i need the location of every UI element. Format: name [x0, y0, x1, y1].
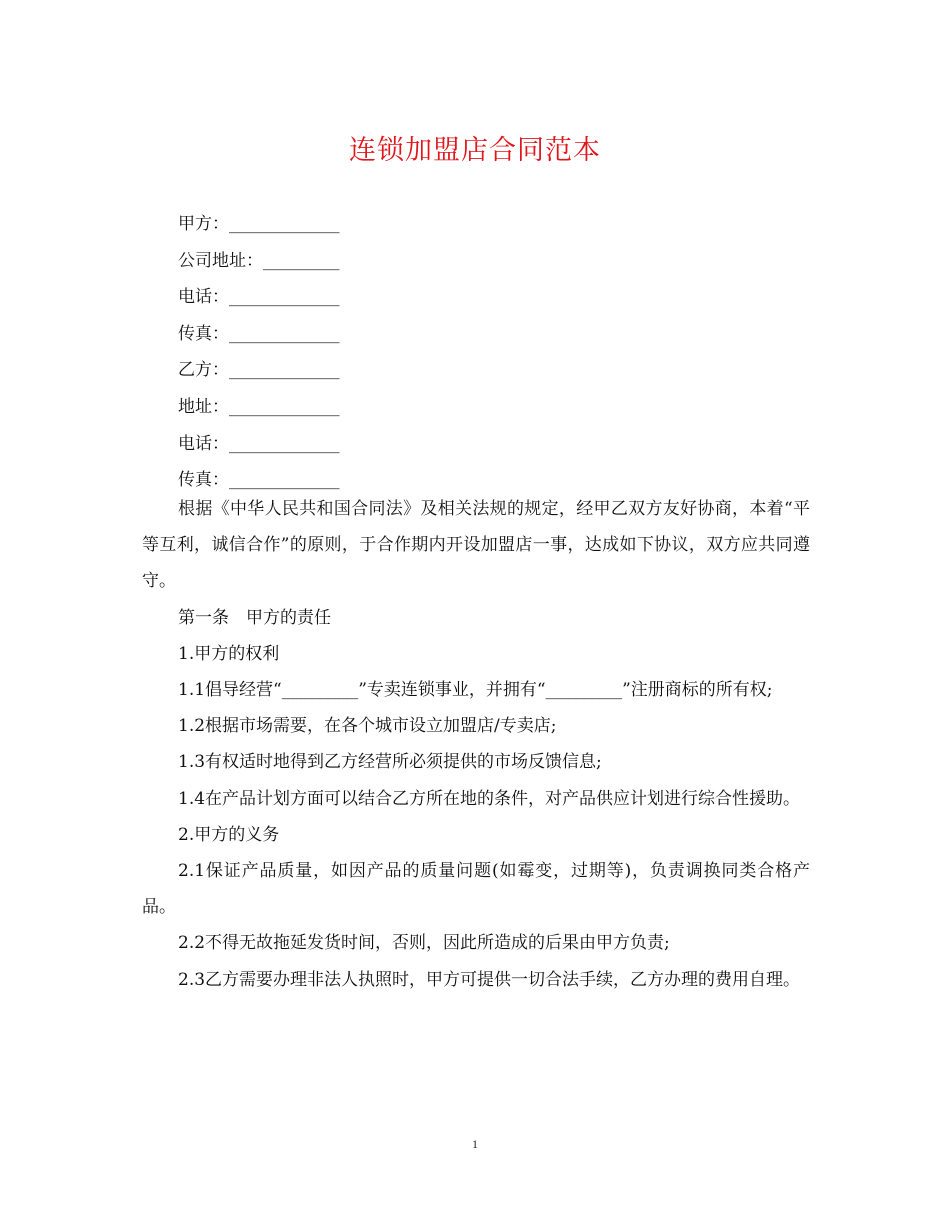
preamble-paragraph: 根据《中华人民共和国合同法》及相关法规的规定，经甲乙双方友好协商，本着“平等互利，诚信合作”的原则，于合作期内开设加盟店一事，达成如下协议，双方应共同遵守。: [142, 499, 810, 592]
page-number: 1: [472, 1137, 478, 1151]
document-title: 连锁加盟店合同范本: [349, 135, 601, 166]
clause-paragraph: 2.1保证产品质量，如因产品的质量问题(如霉变，过期等)，负责调换同类合格产品。: [142, 861, 810, 918]
clause-paragraph: 1.2根据市场需要，在各个城市设立加盟店/专卖店;: [178, 716, 557, 737]
field-party-b-fax: 传真：_____________: [178, 470, 340, 491]
field-party-b: 乙方：_____________: [178, 360, 340, 381]
clause-paragraph: 1.1倡导经营“_________”专卖连锁事业，并拥有“_________”注册商标的所有权;: [178, 680, 773, 701]
section-heading: 2.甲方的义务: [178, 824, 280, 845]
clause-paragraph: 2.2不得无故拖延发货时间，否则，因此所造成的后果由甲方负责;: [178, 933, 670, 954]
field-party-a-fax: 传真：_____________: [178, 323, 340, 344]
field-party-a: 甲方：_____________: [178, 214, 340, 234]
article-heading: 第一条 甲方的责任: [178, 607, 331, 628]
field-party-b-address: 地址：_____________: [178, 396, 340, 417]
field-party-a-phone: 电话：_____________: [178, 287, 340, 308]
party-info-fields: [178, 206, 340, 499]
field-party-b-phone: 电话：_____________: [178, 433, 340, 454]
section-heading: 1.甲方的权利: [178, 643, 280, 664]
contract-body: [142, 491, 810, 998]
clause-paragraph: 1.4在产品计划方面可以结合乙方所在地的条件，对产品供应计划进行综合性援助。: [178, 788, 801, 809]
clause-paragraph: 1.3有权适时地得到乙方经营所必须提供的市场反馈信息;: [178, 752, 602, 773]
clause-paragraph: 2.3乙方需要办理非法人执照时，甲方可提供一切合法手续，乙方办理的费用自理。: [178, 969, 801, 990]
field-company-address: 公司地址：_________: [178, 250, 340, 271]
